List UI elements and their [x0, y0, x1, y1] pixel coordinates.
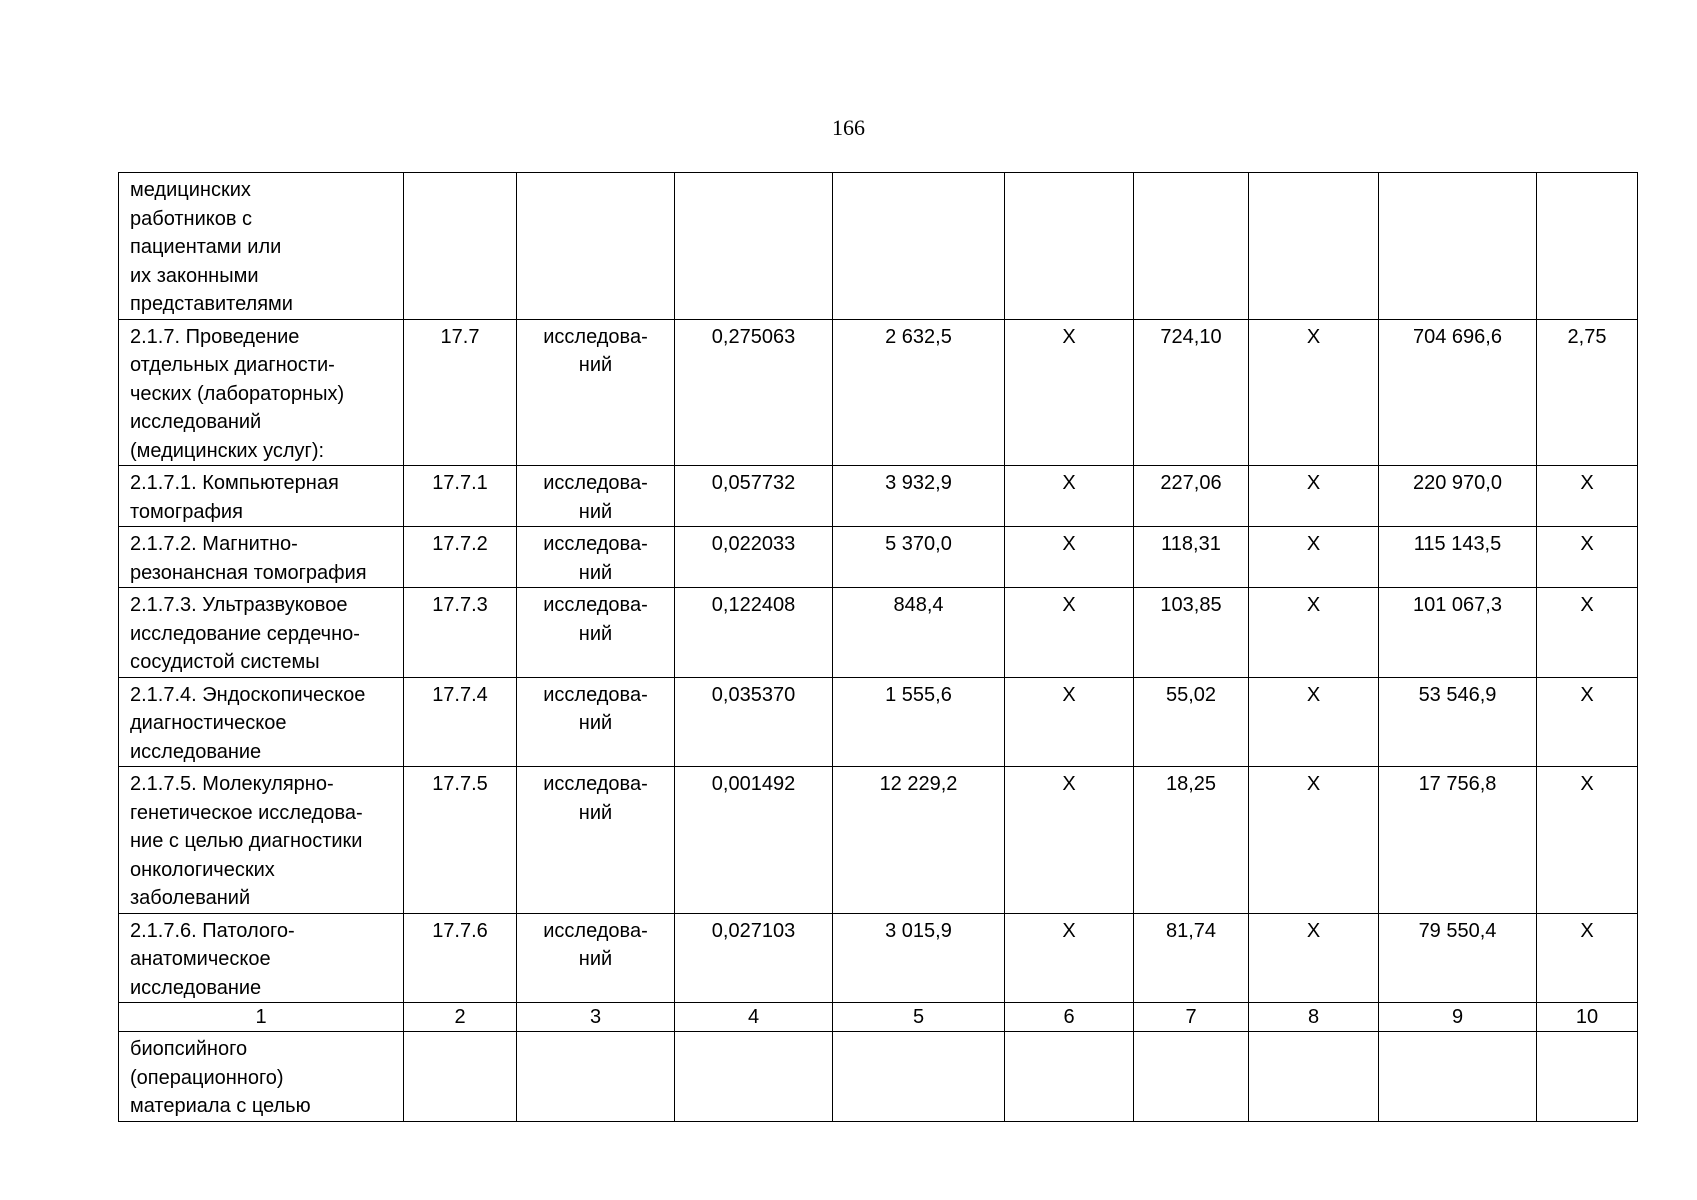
cell-code: 17.7.3: [404, 588, 517, 678]
name-line: исследование: [130, 976, 262, 999]
cell-c5: 3 932,9: [833, 466, 1005, 527]
cell-c5: [833, 173, 1005, 320]
cell-code: [404, 173, 517, 320]
cell-c6: Х: [1005, 767, 1134, 914]
cell-code: 17.7.2: [404, 527, 517, 588]
column-number: 9: [1379, 1003, 1537, 1032]
cell-c5: 3 015,9: [833, 913, 1005, 1003]
cell-c5: 2 632,5: [833, 319, 1005, 466]
cell-c6: Х: [1005, 913, 1134, 1003]
cell-c7: [1134, 173, 1249, 320]
cell-c9: 79 550,4: [1379, 913, 1537, 1003]
cell-c4: [675, 173, 833, 320]
unit-line: ний: [578, 801, 613, 824]
cell-c6: Х: [1005, 588, 1134, 678]
name-line: медицинских: [130, 179, 251, 201]
cell-c10: Х: [1537, 767, 1638, 914]
cell-c10: [1537, 173, 1638, 320]
name-line: 2.1.7.2. Магнитно-: [130, 533, 298, 555]
column-number: 2: [404, 1003, 517, 1032]
unit-line: ний: [578, 354, 613, 376]
cell-unit: [517, 913, 675, 1003]
unit-line: ний: [578, 622, 613, 645]
name-line: онкологических: [130, 858, 275, 881]
cell-name: [119, 1032, 404, 1122]
unit-line: исследова-: [543, 533, 648, 555]
cell-c10: Х: [1537, 677, 1638, 767]
name-line: 2.1.7.1. Компьютерная: [130, 472, 339, 494]
cell-name: [119, 173, 404, 320]
name-line: ние с целью диагностики: [130, 830, 363, 852]
name-line: материала с целью: [130, 1095, 311, 1117]
cell-c9: 704 696,6: [1379, 319, 1537, 466]
cell-unit: [517, 173, 675, 320]
name-line: томография: [130, 500, 243, 523]
cell-c6: [1005, 173, 1134, 320]
cell-c4: 0,001492: [675, 767, 833, 914]
name-line: генетическое исследова-: [130, 801, 363, 824]
cell-unit: [517, 319, 675, 466]
cell-c5: 5 370,0: [833, 527, 1005, 588]
page-number: 166: [832, 115, 865, 140]
name-line: сосудистой системы: [130, 651, 320, 673]
name-line: исследование: [130, 740, 262, 763]
cell-unit: [517, 767, 675, 914]
unit-line: ний: [578, 500, 613, 523]
empty-cell: [675, 1032, 833, 1122]
unit-line: ний: [578, 948, 613, 970]
column-number: 8: [1249, 1003, 1379, 1032]
cell-c4: 0,022033: [675, 527, 833, 588]
empty-cell: [833, 1032, 1005, 1122]
empty-cell: [1134, 1032, 1249, 1122]
cell-c9: 101 067,3: [1379, 588, 1537, 678]
cell-c7: 81,74: [1134, 913, 1249, 1003]
name-line: 2.1.7.3. Ультразвуковое: [130, 594, 348, 616]
cell-code: 17.7.1: [404, 466, 517, 527]
name-line: анатомическое: [130, 948, 271, 970]
table-row-continuation: [119, 1032, 1638, 1122]
name-line: представителями: [130, 293, 293, 315]
name-line: 2.1.7. Проведение: [130, 325, 300, 348]
unit-line: исследова-: [543, 325, 648, 348]
cell-unit: [517, 677, 675, 767]
cell-c8: Х: [1249, 588, 1379, 678]
data-table: [118, 172, 1638, 1122]
cell-c5: 1 555,6: [833, 677, 1005, 767]
unit-line: исследова-: [543, 683, 648, 706]
name-line: заболеваний: [130, 887, 251, 909]
cell-c7: 227,06: [1134, 466, 1249, 527]
cell-c8: Х: [1249, 527, 1379, 588]
cell-c8: Х: [1249, 466, 1379, 527]
unit-line: исследова-: [543, 773, 648, 795]
empty-cell: [404, 1032, 517, 1122]
cell-c10: Х: [1537, 527, 1638, 588]
cell-c8: Х: [1249, 767, 1379, 914]
empty-cell: [1379, 1032, 1537, 1122]
unit-line: исследова-: [543, 472, 648, 494]
cell-c7: 103,85: [1134, 588, 1249, 678]
table-row: [119, 466, 1638, 527]
cell-c9: 53 546,9: [1379, 677, 1537, 767]
name-line: исследование сердечно-: [130, 622, 360, 645]
unit-line: исследова-: [543, 919, 648, 942]
column-number: 10: [1537, 1003, 1638, 1032]
table-row: [119, 588, 1638, 678]
cell-c4: 0,027103: [675, 913, 833, 1003]
name-line: 2.1.7.4. Эндоскопическое: [130, 683, 366, 706]
cell-c10: Х: [1537, 588, 1638, 678]
table-row: [119, 173, 1638, 320]
cell-c9: [1379, 173, 1537, 320]
column-number: 3: [517, 1003, 675, 1032]
cell-c6: Х: [1005, 319, 1134, 466]
name-line: 2.1.7.5. Молекулярно-: [130, 773, 334, 795]
cell-c4: 0,122408: [675, 588, 833, 678]
name-line: (медицинских услуг):: [130, 439, 325, 462]
cell-name: [119, 466, 404, 527]
cell-name: [119, 319, 404, 466]
cell-c5: 848,4: [833, 588, 1005, 678]
cell-name: [119, 527, 404, 588]
cell-c5: 12 229,2: [833, 767, 1005, 914]
table-row: [119, 319, 1638, 466]
name-line: пациентами или: [130, 236, 282, 258]
table-row: [119, 677, 1638, 767]
cell-c6: Х: [1005, 527, 1134, 588]
cell-c8: Х: [1249, 677, 1379, 767]
name-line: резонансная томография: [130, 561, 367, 584]
unit-line: ний: [578, 561, 613, 584]
table-row: [119, 767, 1638, 914]
empty-cell: [1005, 1032, 1134, 1122]
cell-c8: [1249, 173, 1379, 320]
table-row: [119, 913, 1638, 1003]
cell-c6: Х: [1005, 677, 1134, 767]
cell-c7: 118,31: [1134, 527, 1249, 588]
column-number: 5: [833, 1003, 1005, 1032]
name-line: биопсийного: [130, 1038, 248, 1060]
cell-name: [119, 767, 404, 914]
column-number: 4: [675, 1003, 833, 1032]
cell-c8: Х: [1249, 319, 1379, 466]
cell-unit: [517, 466, 675, 527]
cell-c10: Х: [1537, 913, 1638, 1003]
cell-c10: Х: [1537, 466, 1638, 527]
column-number: 1: [119, 1003, 404, 1032]
unit-line: ний: [578, 712, 613, 734]
cell-code: 17.7: [404, 319, 517, 466]
name-line: исследований: [130, 411, 262, 433]
name-line: работников с: [130, 207, 253, 230]
cell-c9: 115 143,5: [1379, 527, 1537, 588]
name-line: ческих (лабораторных): [130, 382, 345, 405]
cell-name: [119, 677, 404, 767]
cell-c7: 18,25: [1134, 767, 1249, 914]
cell-c7: 724,10: [1134, 319, 1249, 466]
cell-code: 17.7.6: [404, 913, 517, 1003]
cell-c4: 0,035370: [675, 677, 833, 767]
cell-name: [119, 913, 404, 1003]
cell-c8: Х: [1249, 913, 1379, 1003]
cell-c10: 2,75: [1537, 319, 1638, 466]
cell-unit: [517, 527, 675, 588]
name-line: (операционного): [130, 1066, 284, 1089]
cell-c9: 220 970,0: [1379, 466, 1537, 527]
name-line: их законными: [130, 264, 259, 287]
cell-c4: 0,057732: [675, 466, 833, 527]
unit-line: исследова-: [543, 594, 648, 616]
name-line: отдельных диагности-: [130, 354, 335, 376]
empty-cell: [1249, 1032, 1379, 1122]
name-line: 2.1.7.6. Патолого-: [130, 919, 295, 942]
column-number: 7: [1134, 1003, 1249, 1032]
empty-cell: [517, 1032, 675, 1122]
cell-name: [119, 588, 404, 678]
cell-c6: Х: [1005, 466, 1134, 527]
table-row: [119, 527, 1638, 588]
cell-c7: 55,02: [1134, 677, 1249, 767]
cell-unit: [517, 588, 675, 678]
empty-cell: [1537, 1032, 1638, 1122]
cell-code: 17.7.4: [404, 677, 517, 767]
cell-c4: 0,275063: [675, 319, 833, 466]
column-numbers-row: [119, 1003, 1638, 1032]
cell-c9: 17 756,8: [1379, 767, 1537, 914]
column-number: 6: [1005, 1003, 1134, 1032]
name-line: диагностическое: [130, 712, 287, 734]
cell-code: 17.7.5: [404, 767, 517, 914]
